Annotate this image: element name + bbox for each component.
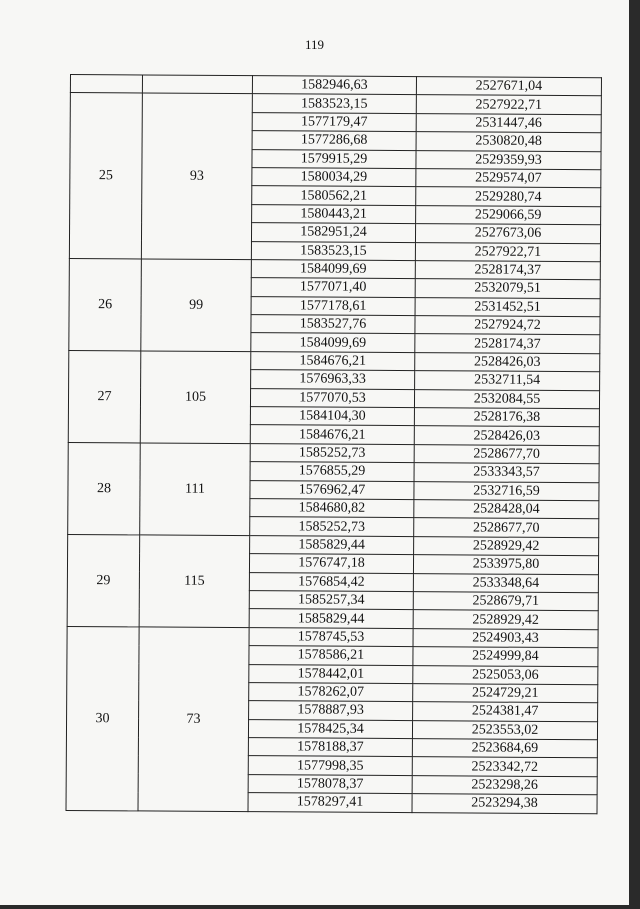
x-coordinate-cell: 1583527,76 [251, 315, 415, 334]
empty-cell [142, 75, 252, 94]
group-count-cell: 115 [139, 535, 250, 628]
group-count-cell: 93 [141, 93, 252, 259]
y-coordinate-cell: 2530820,48 [416, 132, 601, 152]
y-coordinate-cell: 2532084,55 [414, 389, 599, 409]
table-row [68, 442, 599, 464]
x-coordinate-cell: 1585257,34 [249, 591, 413, 610]
y-coordinate-cell: 2525053,06 [413, 665, 598, 685]
x-coordinate-cell: 1584676,21 [250, 425, 414, 444]
y-coordinate-cell: 2524729,21 [413, 683, 598, 703]
table-row [69, 350, 600, 372]
x-coordinate-cell: 1578297,41 [248, 793, 412, 812]
x-coordinate-cell: 1578078,37 [248, 774, 412, 793]
x-coordinate-cell: 1577178,61 [251, 296, 415, 315]
y-coordinate-cell: 2523684,69 [412, 739, 597, 759]
x-coordinate-cell: 1578442,01 [249, 664, 413, 683]
group-count-cell: 111 [140, 443, 251, 536]
y-coordinate-cell: 2529066,59 [416, 205, 601, 225]
group-number-cell: 25 [69, 93, 142, 259]
x-coordinate-cell: 1578887,93 [249, 701, 413, 720]
y-coordinate-cell: 2532716,59 [414, 481, 599, 501]
x-coordinate-cell: 1577286,68 [252, 131, 416, 150]
x-coordinate-cell: 1580443,21 [252, 204, 416, 223]
y-coordinate-cell: 2531452,51 [415, 297, 600, 317]
y-coordinate-cell: 2531447,46 [416, 113, 601, 133]
x-coordinate-cell: 1584099,69 [251, 260, 415, 279]
x-coordinate-cell: 1583523,15 [252, 94, 416, 113]
x-coordinate-cell: 1577998,35 [248, 756, 412, 775]
group-number-cell: 29 [67, 534, 140, 626]
x-coordinate-cell: 1579915,29 [252, 149, 416, 168]
x-coordinate-cell: 1585829,44 [249, 609, 413, 628]
y-coordinate-cell: 2533343,57 [414, 463, 599, 483]
table-row [69, 258, 600, 280]
y-coordinate-cell: 2528176,38 [414, 408, 599, 428]
y-coordinate-cell: 2527671,04 [416, 77, 601, 97]
x-coordinate-cell: 1576855,29 [250, 462, 414, 481]
table-row [67, 626, 598, 648]
y-coordinate-cell: 2527922,71 [416, 95, 601, 115]
group-number-cell: 30 [66, 626, 139, 810]
y-coordinate-cell: 2528426,03 [414, 426, 599, 446]
x-coordinate-cell: 1577071,40 [251, 278, 415, 297]
group-count-cell: 73 [138, 627, 249, 812]
x-coordinate-cell: 1585252,73 [250, 443, 414, 462]
x-coordinate-cell: 1582946,63 [252, 76, 416, 95]
y-coordinate-cell: 2532079,51 [415, 279, 600, 299]
x-coordinate-cell: 1583523,15 [251, 241, 415, 260]
y-coordinate-cell: 2524903,43 [413, 628, 598, 648]
x-coordinate-cell: 1585252,73 [250, 517, 414, 536]
y-coordinate-cell: 2528929,42 [413, 610, 598, 630]
y-coordinate-cell: 2528426,03 [415, 352, 600, 372]
x-coordinate-cell: 1578188,37 [248, 738, 412, 757]
x-coordinate-cell: 1576963,33 [251, 370, 415, 389]
y-coordinate-cell: 2528679,71 [413, 592, 598, 612]
group-count-cell: 105 [140, 351, 251, 444]
y-coordinate-cell: 2528929,42 [414, 536, 599, 556]
y-coordinate-cell: 2524381,47 [413, 702, 598, 722]
x-coordinate-cell: 1585829,44 [250, 535, 414, 554]
group-number-cell: 26 [69, 258, 142, 350]
coordinates-table [66, 74, 602, 814]
x-coordinate-cell: 1580562,21 [252, 186, 416, 205]
x-coordinate-cell: 1580034,29 [252, 168, 416, 187]
y-coordinate-cell: 2528428,04 [414, 500, 599, 520]
table-row [68, 534, 599, 556]
x-coordinate-cell: 1578262,07 [249, 682, 413, 701]
group-number-cell: 28 [68, 442, 141, 534]
y-coordinate-cell: 2528174,37 [415, 334, 600, 354]
x-coordinate-cell: 1584104,30 [250, 407, 414, 426]
x-coordinate-cell: 1577070,53 [250, 388, 414, 407]
y-coordinate-cell: 2529574,07 [416, 169, 601, 189]
y-coordinate-cell: 2528677,70 [414, 518, 599, 538]
y-coordinate-cell: 2533975,80 [413, 555, 598, 575]
x-coordinate-cell: 1578586,21 [249, 646, 413, 665]
x-coordinate-cell: 1576962,47 [250, 480, 414, 499]
empty-cell [70, 75, 142, 94]
x-coordinate-cell: 1584680,82 [250, 499, 414, 518]
page-number: 119 [304, 37, 325, 52]
x-coordinate-cell: 1578425,34 [248, 719, 412, 738]
table-row [70, 93, 601, 115]
y-coordinate-cell: 2529280,74 [416, 187, 601, 207]
y-coordinate-cell: 2523298,26 [412, 775, 597, 795]
x-coordinate-cell: 1577179,47 [252, 112, 416, 131]
x-coordinate-cell: 1584676,21 [251, 351, 415, 370]
x-coordinate-cell: 1576747,18 [249, 554, 413, 573]
y-coordinate-cell: 2532711,54 [415, 371, 600, 391]
group-count-cell: 99 [141, 259, 252, 352]
x-coordinate-cell: 1582951,24 [251, 223, 415, 242]
y-coordinate-cell: 2527924,72 [415, 316, 600, 336]
x-coordinate-cell: 1578745,53 [249, 627, 413, 646]
x-coordinate-cell: 1584099,69 [251, 333, 415, 352]
coordinates-table-body [66, 75, 601, 814]
x-coordinate-cell: 1576854,42 [249, 572, 413, 591]
y-coordinate-cell: 2523294,38 [412, 794, 597, 814]
y-coordinate-cell: 2528174,37 [415, 261, 600, 281]
y-coordinate-cell: 2529359,93 [416, 150, 601, 170]
y-coordinate-cell: 2533348,64 [413, 573, 598, 593]
y-coordinate-cell: 2523342,72 [412, 757, 597, 777]
y-coordinate-cell: 2528677,70 [414, 444, 599, 464]
y-coordinate-cell: 2527922,71 [415, 242, 600, 262]
y-coordinate-cell: 2527673,06 [415, 224, 600, 244]
y-coordinate-cell: 2523553,02 [412, 720, 597, 740]
group-number-cell: 27 [68, 350, 141, 442]
y-coordinate-cell: 2524999,84 [413, 647, 598, 667]
